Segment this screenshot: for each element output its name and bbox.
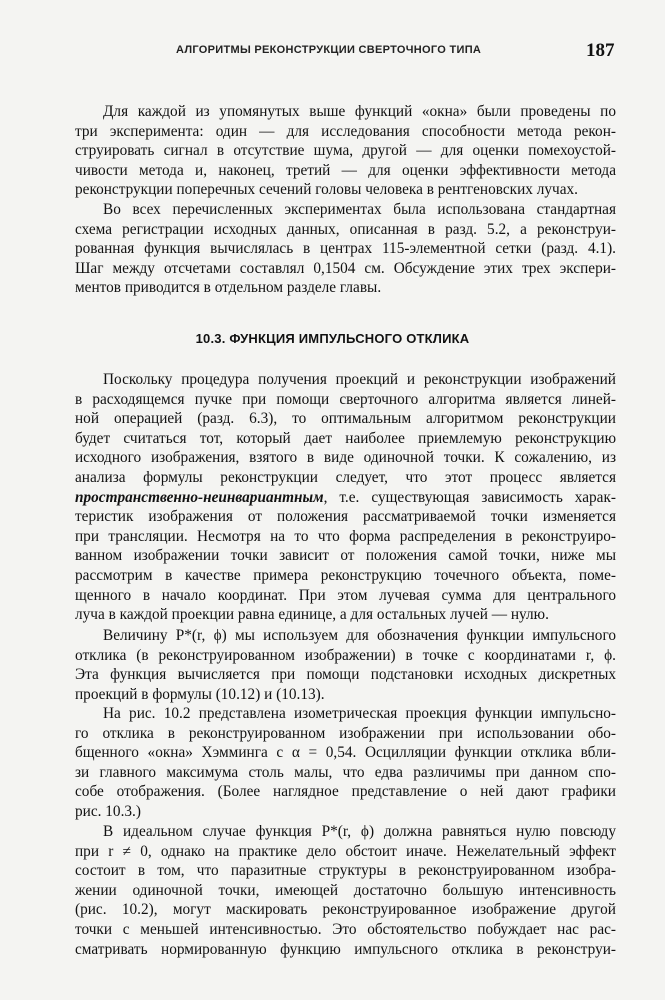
text-line: будет считаться тот, который дает наиболее приемлемую реконструкцию: [75, 429, 616, 447]
page-number: 187: [586, 40, 615, 61]
text-line: луча в каждой проекции равна единице, а для остальных лучей — нулю.: [75, 606, 549, 624]
text-line: щенного в начало координат. При этом лучевая сумма для центрального: [75, 586, 616, 604]
header-title: АЛГОРИТМЫ РЕКОНСТРУКЦИИ СВЕРТОЧНОГО ТИПА: [176, 44, 482, 56]
text-line: три эксперимента: один — для исследования способности метода рекон-: [75, 122, 616, 140]
text-line: Для каждой из упомянутых выше функций «окна» были проведены по: [103, 103, 616, 120]
text-line: отклика (в реконструированном изображении) в точке с координатами r, ϕ.: [75, 646, 616, 664]
text-line: исходного изображения, взятого в виде одиночной точки. К сожалению, из: [75, 449, 616, 467]
paragraph-5: [75, 704, 616, 822]
text-line: чивости метода и, наконец, третий — для оценки эффективности метода: [75, 161, 616, 179]
text-line: при трансляции. Несмотря на то что форма распределения в реконструиро-: [75, 527, 616, 545]
paragraph-6: [75, 822, 616, 959]
text-line: Во всех перечисленных экспериментах была использована стандартная: [103, 201, 616, 218]
text-line: собе отображения. (Более наглядное представление о ней дают графики: [75, 783, 616, 801]
paragraph-1: [75, 102, 616, 200]
text-line-with-term: [75, 488, 616, 508]
text-line: ной операцией (разд. 6.3), то оптимальным алгоритмом реконструкции: [75, 410, 616, 428]
italic-term: пространственно-неинвариантным: [75, 488, 324, 506]
text-line: рис. 10.3.): [75, 802, 141, 820]
text-line: при r ≠ 0, однако на практике дело обстоит иначе. Нежелательный эффект: [75, 842, 616, 860]
text-line: В идеальном случае функция P*(r, ϕ) должна равняться нулю повсюду: [103, 823, 616, 840]
text-line: струировать сигнал в отсутствие шума, другой — для оценки помехоустой-: [75, 142, 616, 160]
text-line: теристик изображения от положения рассматриваемой точки изменяется: [75, 508, 616, 526]
text-line: Поскольку процедура получения проекций и реконструкции изображений: [103, 371, 616, 388]
text-line: Шаг между отсчетами составлял 0,1504 см. Обсуждение этих трех экспери-: [75, 259, 616, 277]
text-line: точки с меньшей интенсивностью. Это обстоятельство побуждает нас рас-: [75, 920, 616, 938]
text-line: состоит в том, что паразитные структуры в реконструированном изобра-: [75, 862, 616, 880]
text-line: го отклика в реконструированном изображении при использовании обо-: [75, 724, 616, 742]
paragraph-4: [75, 626, 616, 704]
text-line: На рис. 10.2 представлена изометрическая проекция функции импульсно-: [103, 705, 616, 722]
text-line: схема регистрации исходных данных, описанная в разд. 5.2, а реконструи-: [75, 220, 616, 238]
text-line: проекций в формулы (10.12) и (10.13).: [75, 685, 325, 703]
text-line: ментов приводится в отдельном разделе главы.: [75, 279, 382, 297]
text-line: бщенного «окна» Хэмминга с α = 0,54. Осцилляции функции отклика вбли-: [75, 744, 616, 762]
text-line: ванном изображении точки зависит от положения самой точки, ниже мы: [75, 547, 616, 565]
text-line: сматривать нормированную функцию импульсного отклика в реконструи-: [75, 940, 616, 958]
running-header: [0, 40, 665, 64]
paragraph-2: [75, 200, 616, 298]
text-line: Величину P*(r, ϕ) мы используем для обозначения функции импульсного: [103, 627, 616, 644]
text-line: Эта функция вычисляется при помощи подстановки исходных дискретных: [75, 666, 616, 684]
text-line: рованная функция вычислялась в центрах 115-элементной сетки (разд. 4.1).: [75, 240, 616, 258]
text-line: жении одиночной точки, имеющей достаточно большую интенсивность: [75, 881, 616, 899]
term-continuation: , т.е. существующая зависимость харак-: [323, 488, 616, 506]
text-line: в расходящемся пучке при помощи сверточного алгоритма является линей-: [75, 390, 616, 408]
text-line: (рис. 10.2), могут маскировать реконструированное изображение другой: [75, 901, 616, 919]
text-line: рассмотрим в качестве примера реконструкцию точечного объекта, поме-: [75, 566, 616, 584]
text-line: анализа формулы реконструкции следует, что этот процесс является: [75, 468, 616, 486]
text-line: реконструкции поперечных сечений головы человека в рентгеновских лучах.: [75, 181, 578, 199]
section-heading: 10.3. ФУНКЦИЯ ИМПУЛЬСНОГО ОТКЛИКА: [195, 331, 470, 346]
paragraph-3: [75, 370, 616, 625]
text-line: зи главного максимума столь малы, что едва различимы при данном спо-: [75, 763, 616, 781]
